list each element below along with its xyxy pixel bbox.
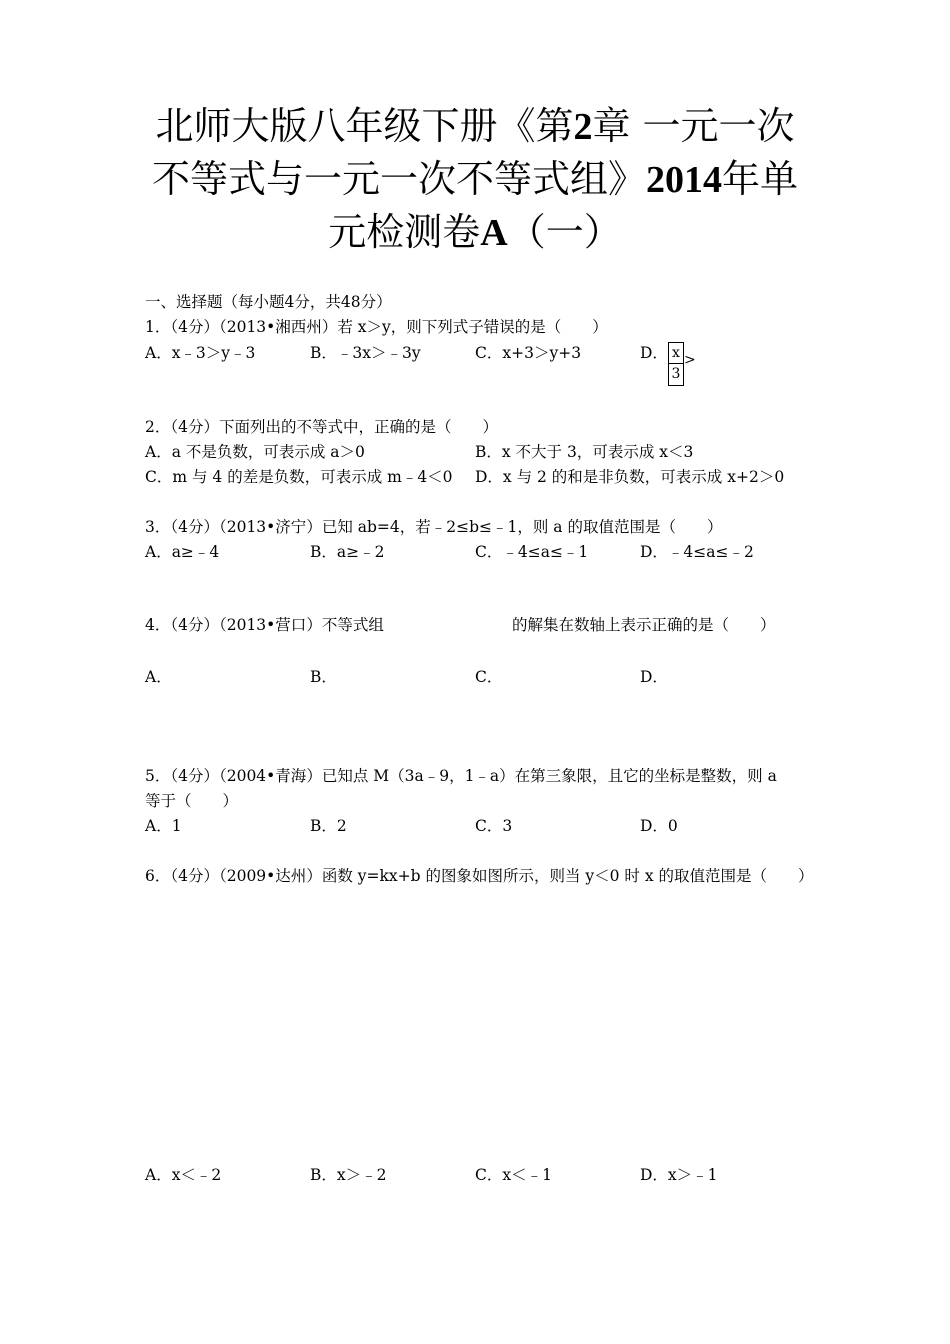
question-2-option-a: A．a 不是负数，可表示成 a＞0 xyxy=(145,443,365,461)
question-4-option-d: D． xyxy=(640,668,668,686)
question-4-stem-end: 的解集在数轴上表示正确的是（ ） xyxy=(512,616,776,634)
question-4-stem-start: 4．（4分）（2013•营口）不等式组 xyxy=(145,616,384,634)
title-text: （一） xyxy=(507,210,622,254)
question-3-option-c: C．﹣4≤a≤﹣1 xyxy=(475,543,589,561)
question-3-stem: 3．（4分）（2013•济宁）已知 ab=4，若﹣2≤b≤﹣1，则 a 的取值范围是（ ） xyxy=(145,518,723,536)
title-text: 元检测卷 xyxy=(328,210,481,254)
question-5-option-c: C．3 xyxy=(475,817,513,835)
question-5-option-a: A．1 xyxy=(145,817,182,835)
title-line-2 xyxy=(120,153,830,206)
fraction-numerator: x xyxy=(669,343,683,364)
title-line-1 xyxy=(120,100,830,153)
question-1-stem: 1．（4分）（2013•湘西州）若 x＞y，则下列式子错误的是（ ） xyxy=(145,318,608,336)
title-text: 北师大版八年级下册《第 xyxy=(155,104,574,148)
question-1-option-c: C．x+3＞y+3 xyxy=(475,344,582,362)
question-3-option-a: A．a≥﹣4 xyxy=(145,543,220,561)
question-1-option-b: B．﹣3x＞﹣3y xyxy=(310,344,421,362)
title-text: 章 一元一次 xyxy=(592,104,795,148)
title-text: 年单 xyxy=(722,157,799,201)
question-1-option-a: A．x﹣3＞y﹣3 xyxy=(145,344,256,362)
question-6-option-c: C．x＜﹣1 xyxy=(475,1166,552,1184)
question-6-stem: 6．（4分）（2009•达州）函数 y=kx+b 的图象如图所示，则当 y＜0 时 x 的取值范围是（ ） xyxy=(145,867,814,885)
question-5-option-b: B．2 xyxy=(310,817,347,835)
fraction-greater-than: > xyxy=(684,352,696,368)
question-6-option-b: B．x＞﹣2 xyxy=(310,1166,387,1184)
question-3-option-b: B．a≥﹣2 xyxy=(310,543,385,561)
question-3-option-d: D．﹣4≤a≤﹣2 xyxy=(640,543,754,561)
fraction-denominator: 3 xyxy=(671,366,681,382)
question-1-option-d: D． xyxy=(640,344,668,362)
title-text: 不等式与一元一次不等式组》 xyxy=(151,157,646,201)
question-2-option-d: D．x 与 2 的和是非负数，可表示成 x+2＞0 xyxy=(475,468,785,486)
title-bold-text: A xyxy=(480,212,508,254)
title-bold-text: 2014 xyxy=(646,159,722,201)
question-2-option-c: C．m 与 4 的差是负数，可表示成 m﹣4＜0 xyxy=(145,468,453,486)
title-bold-text: 2 xyxy=(573,106,593,148)
section-heading: 一、选择题（每小题4分，共48分） xyxy=(145,293,392,311)
question-5-option-d: D．0 xyxy=(640,817,678,835)
question-2-stem: 2．（4分）下面列出的不等式中，正确的是（ ） xyxy=(145,418,498,436)
question-4-option-a: A． xyxy=(145,668,172,686)
title-line-3 xyxy=(120,206,830,259)
document-title xyxy=(120,100,830,259)
question-4-option-c: C． xyxy=(475,668,503,686)
question-5-stem-line-1: 5．（4分）（2004•青海）已知点 M（3a﹣9，1﹣a）在第三象限，且它的坐标是整数，则 a xyxy=(145,767,777,785)
fraction-image xyxy=(668,342,684,386)
question-6-option-a: A．x＜﹣2 xyxy=(145,1166,222,1184)
question-5-stem-line-2: 等于（ ） xyxy=(145,792,239,810)
question-4-option-b: B． xyxy=(310,668,337,686)
question-6-option-d: D．x＞﹣1 xyxy=(640,1166,718,1184)
question-2-option-b: B．x 不大于 3，可表示成 x＜3 xyxy=(475,443,694,461)
